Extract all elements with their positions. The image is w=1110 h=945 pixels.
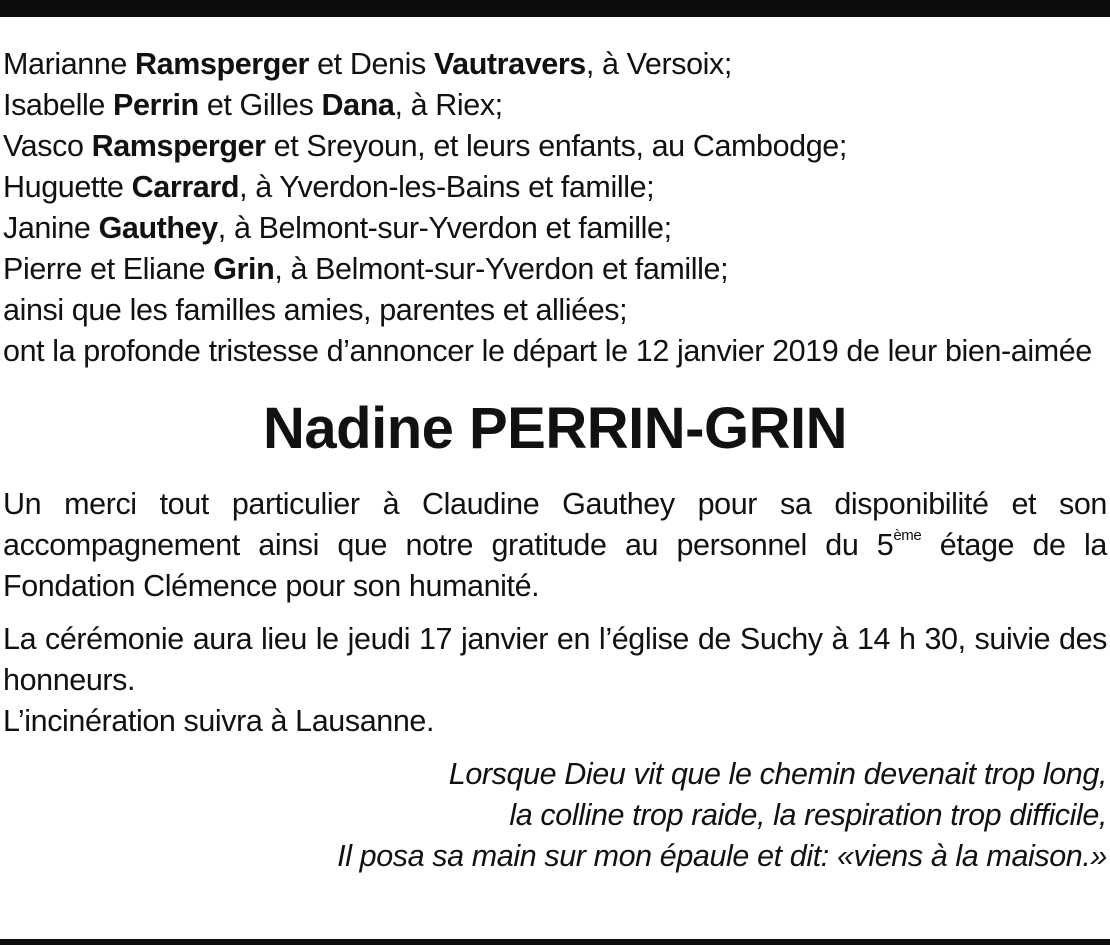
ordinal-suffix: ème — [893, 527, 922, 544]
family-surname: Vautravers — [433, 47, 586, 81]
family-list — [3, 44, 1107, 331]
family-line: ainsi que les familles amies, parentes et alliées; — [3, 293, 628, 327]
family-surname: Gauthey — [98, 211, 218, 245]
family-surname: Ramsperger — [135, 47, 310, 81]
cremation-paragraph: L’incinération suivra à Lausanne. — [3, 704, 435, 738]
top-border-rule — [0, 0, 1110, 17]
family-surname: Perrin — [113, 88, 199, 122]
thanks-paragraph: Un merci tout particulier à Claudine Gauthey pour sa disponibilité et son accompagnement ainsi que notre gratitude au personnel du 5ème étage de la Fondation Clémence pour son humanité. — [3, 487, 1107, 603]
family-line: Janine Gauthey, à Belmont-sur-Yverdon et famille; — [3, 211, 672, 245]
family-surname: Dana — [321, 88, 395, 122]
bottom-border-rule — [0, 939, 1110, 945]
family-line: Vasco Ramsperger et Sreyoun, et leurs enfants, au Cambodge; — [3, 129, 847, 163]
poem-line: Il posa sa main sur mon épaule et dit: «viens à la maison.» — [337, 839, 1107, 873]
announcement-text: ont la profonde tristesse d’annoncer le départ le 12 janvier 2019 de leur bien-aimée — [3, 334, 1092, 368]
poem-line: Lorsque Dieu vit que le chemin devenait trop long, — [448, 757, 1107, 791]
family-line: Marianne Ramsperger et Denis Vautravers, à Versoix; — [3, 47, 732, 81]
family-line: Isabelle Perrin et Gilles Dana, à Riex; — [3, 88, 503, 122]
family-surname: Ramsperger — [91, 129, 266, 163]
family-surname: Carrard — [131, 170, 240, 204]
obituary-notice — [3, 44, 1107, 877]
family-line: Huguette Carrard, à Yverdon-les-Bains et famille; — [3, 170, 655, 204]
family-surname: Grin — [213, 252, 275, 286]
deceased-name: Nadine PERRIN-GRIN — [263, 396, 847, 461]
poem-line: la colline trop raide, la respiration trop difficile, — [509, 798, 1107, 832]
family-line: Pierre et Eliane Grin, à Belmont-sur-Yverdon et famille; — [3, 252, 729, 286]
poem-quote — [3, 754, 1107, 877]
ceremony-paragraph: La cérémonie aura lieu le jeudi 17 janvier en l’église de Suchy à 14 h 30, suivie des honneurs. — [3, 622, 1107, 697]
